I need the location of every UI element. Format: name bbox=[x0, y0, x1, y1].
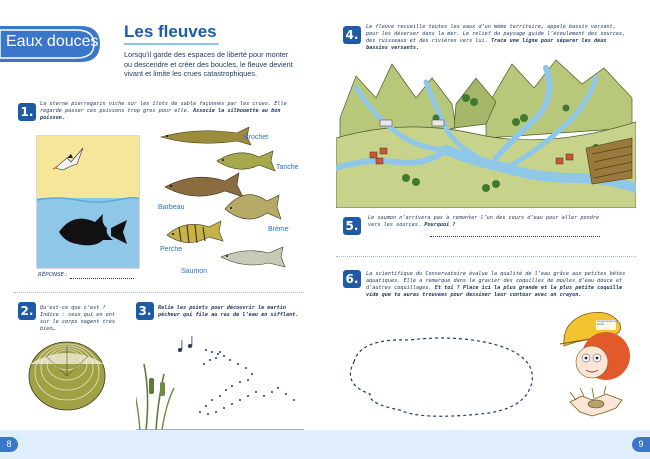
fish-label-perch: Perche bbox=[160, 246, 183, 253]
step-4-text bbox=[366, 24, 628, 52]
page-number-right: 9 bbox=[632, 437, 650, 452]
title-underline bbox=[124, 43, 219, 45]
music-notes bbox=[178, 336, 192, 352]
tench-fish bbox=[217, 151, 275, 171]
step-5-question: Pourquoi ? bbox=[424, 222, 456, 228]
pike-fish bbox=[161, 127, 251, 145]
page-title: Les fleuves bbox=[124, 22, 217, 41]
step-2-text bbox=[40, 305, 122, 333]
panel-illustration bbox=[37, 136, 139, 268]
shell-outline-drawing-area[interactable] bbox=[340, 328, 550, 424]
step-6-description: La scientifique du Conservatoire évalue la qualité de l’eau grâce aux petites bêtes aquatiques. Elle a remarqué dans le gravier des coquilles de moules d’eau douce et d’autres coquillages. bbox=[366, 271, 626, 291]
step-2-badge: 2. bbox=[18, 302, 36, 320]
reeds-plant bbox=[136, 364, 174, 430]
section-divider-right bbox=[336, 256, 636, 257]
connect-the-dots-kingfisher bbox=[136, 334, 304, 432]
answer-label: RÉPONSE : bbox=[38, 272, 68, 278]
scientist-character bbox=[556, 304, 638, 384]
fish-label-barbel: Barbeau bbox=[158, 204, 185, 211]
bird-and-fish-panel bbox=[36, 135, 140, 269]
bottom-band bbox=[0, 430, 650, 459]
step-4-description: Le fleuve recueille toutes les eaux d’un même territoire, appelé bassin versant, pour les déverser dans la mer. Le relief du paysage guide l’écoulement des sources, des ruisseaux et des rivières vers lui. bbox=[366, 24, 626, 44]
barbel-fish bbox=[165, 173, 243, 197]
step-4-badge: 4. bbox=[343, 26, 361, 44]
step-5-text bbox=[368, 215, 604, 229]
step-2-question: Qu’est-ce que c’est ? bbox=[40, 305, 106, 311]
fish-label-pike: Brochet bbox=[244, 134, 269, 141]
scale-illustration bbox=[26, 336, 108, 414]
bream-fish bbox=[225, 195, 281, 220]
step-6-badge: 6. bbox=[343, 270, 361, 288]
intro-text: Lorsqu’il garde des espaces de liberté pour monter ou descendre et créer des boucles, le fleuve devient vivant et limite les crues catastrophiques. bbox=[124, 50, 293, 79]
section-title: Eaux douces bbox=[6, 33, 99, 50]
step-6-text bbox=[366, 271, 628, 299]
step-1-badge: 1. bbox=[18, 103, 36, 121]
perch-fish bbox=[167, 221, 223, 243]
section-divider bbox=[14, 292, 304, 293]
fish-label-tench: Tanche bbox=[276, 164, 299, 171]
step-5-badge: 5. bbox=[343, 217, 361, 235]
step-1-instruction: Associe la silhouette au bon poisson. bbox=[40, 108, 281, 121]
step-2-hint: Indice : ceux qui en ont sur le corps nagent très bien… bbox=[40, 312, 115, 332]
answer-line[interactable] bbox=[70, 278, 134, 279]
hand-with-shell bbox=[566, 382, 628, 426]
step-5-answer-line[interactable] bbox=[430, 236, 600, 237]
fish-label-salmon: Saumon bbox=[181, 268, 208, 275]
step-5-description: Le saumon n’arrivera pas à remonter l’un des cours d’eau pour aller pondre vers les sources. bbox=[368, 215, 600, 228]
step-1-text bbox=[40, 101, 300, 122]
river-basin-map[interactable] bbox=[336, 58, 636, 208]
section-tab bbox=[0, 22, 100, 62]
step-3-text: Relie les points pour découvrir le martin pêcheur qui file au ras de l’eau en sifflant. bbox=[158, 305, 299, 318]
cap-logo-text: Conservatoire du littoral bbox=[597, 320, 617, 326]
dots-pattern[interactable] bbox=[199, 349, 295, 415]
step-1-description: La sterne pierregarin niche sur les îlots de sable façonnés par les crues. Elle regarde passer ces poissons trop gros pour elle. bbox=[40, 101, 287, 114]
salmon-fish bbox=[221, 247, 285, 267]
fish-label-bream: Brème bbox=[268, 226, 289, 233]
step-6-instruction: Et toi ? Place ici la plus grande et la plus petite coquille vide que tu auras trouvées pour dessiner leur contour avec un crayon. bbox=[366, 285, 623, 298]
step-4-instruction: Trace une ligne pour séparer les deux bassins versants. bbox=[366, 38, 607, 51]
step-3-badge: 3. bbox=[136, 302, 154, 320]
page-number-left: 8 bbox=[0, 437, 18, 452]
